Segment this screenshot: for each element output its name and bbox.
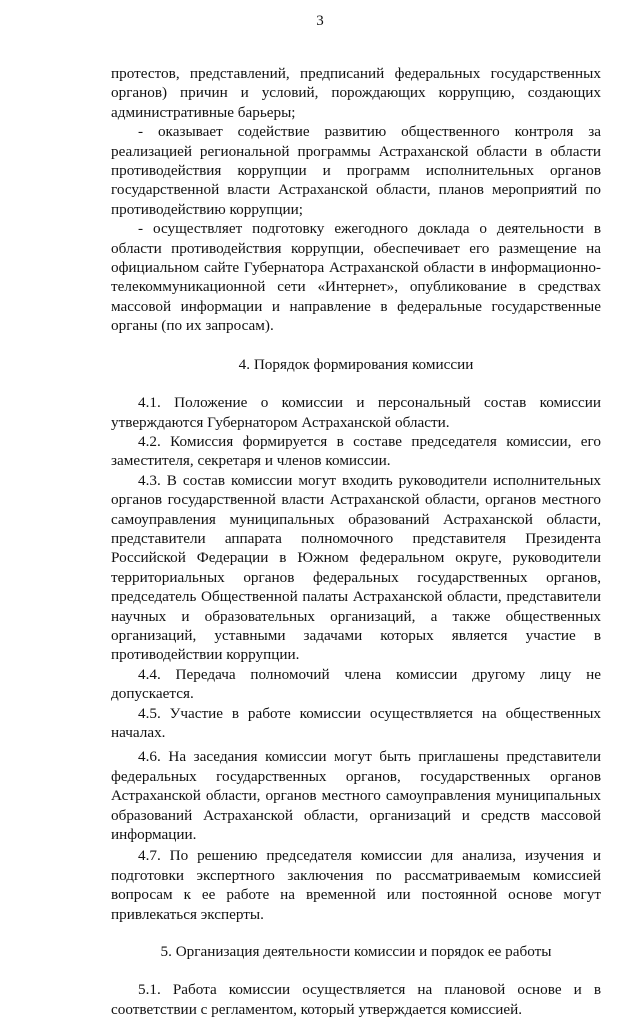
paragraph-annual-report: - осуществляет подготовку ежегодного доклада о деятельности в области противодействия коррупции, обеспечивает его размещение на официальном сайте Губернатора Астраханской области в информационно-телекоммуникационной сети «Интернет», опубликование в средствах массовой информации и направление в федеральные государственные органы (по их запросам). [111,220,601,335]
section-4-heading: 4. Порядок формирования комиссии [238,355,474,373]
clause-4-1: 4.1. Положение о комиссии и персональный состав комиссии утверждаются Губернатором Астраханской области. [111,394,601,431]
clause-5-1: 5.1. Работа комиссии осуществляется на плановой основе и в соответствии с регламентом, который утверждается комиссией. [111,981,601,1018]
paragraph-public-control: - оказывает содействие развитию общественного контроля за реализацией региональной программы Астраханской области в области противодействия коррупции и программ исполнительных органов государственной власти Астраханской области, планов мероприятий по противодействию коррупции; [111,123,601,218]
paragraph-continuation: протестов, представлений, предписаний федеральных государственных органов) причин и условий, порождающих коррупцию, создающих административные барьеры; [111,65,601,121]
page-number: 3 [316,13,324,29]
clause-4-7: 4.7. По решению председателя комиссии для анализа, изучения и подготовки экспертного заключения по рассматриваемым комиссией вопросам к ее работе на временной или постоянной основе могут привлекаться эксперты. [111,847,601,923]
clause-4-4: 4.4. Передача полномочий члена комиссии другому лицу не допускается. [111,665,601,703]
clause-4-2: 4.2. Комиссия формируется в составе председателя комиссии, его заместителя, секретаря и членов комиссии. [111,432,601,470]
clause-4-3: 4.3. В состав комиссии могут входить руководители исполнительных органов государственной власти Астраханской области, органов местного самоуправления муниципальных образований Астраханской области, представители аппарата полномочного представителя Президента Российской Федерации в Южном федеральном округе, руководители территориальных органов федеральных государственных органов, председатель Общественной палаты Астраханской области, представители научных и образовательных организаций, а также общественных организаций, уставными задачами которых является участие в противодействии коррупции. [111,471,601,664]
clause-4-5: 4.5. Участие в работе комиссии осуществляется на общественных началах. [111,704,601,741]
document-body [111,64,601,1019]
section-5-heading: 5. Организация деятельности комиссии и порядок ее работы [160,943,552,961]
clause-4-6: 4.6. На заседания комиссии могут быть приглашены представители федеральных государственных органов, государственных органов Астраханской области, органов местного самоуправления муниципальных образований Астраханской области, организаций и средств массовой информации. [111,748,601,844]
